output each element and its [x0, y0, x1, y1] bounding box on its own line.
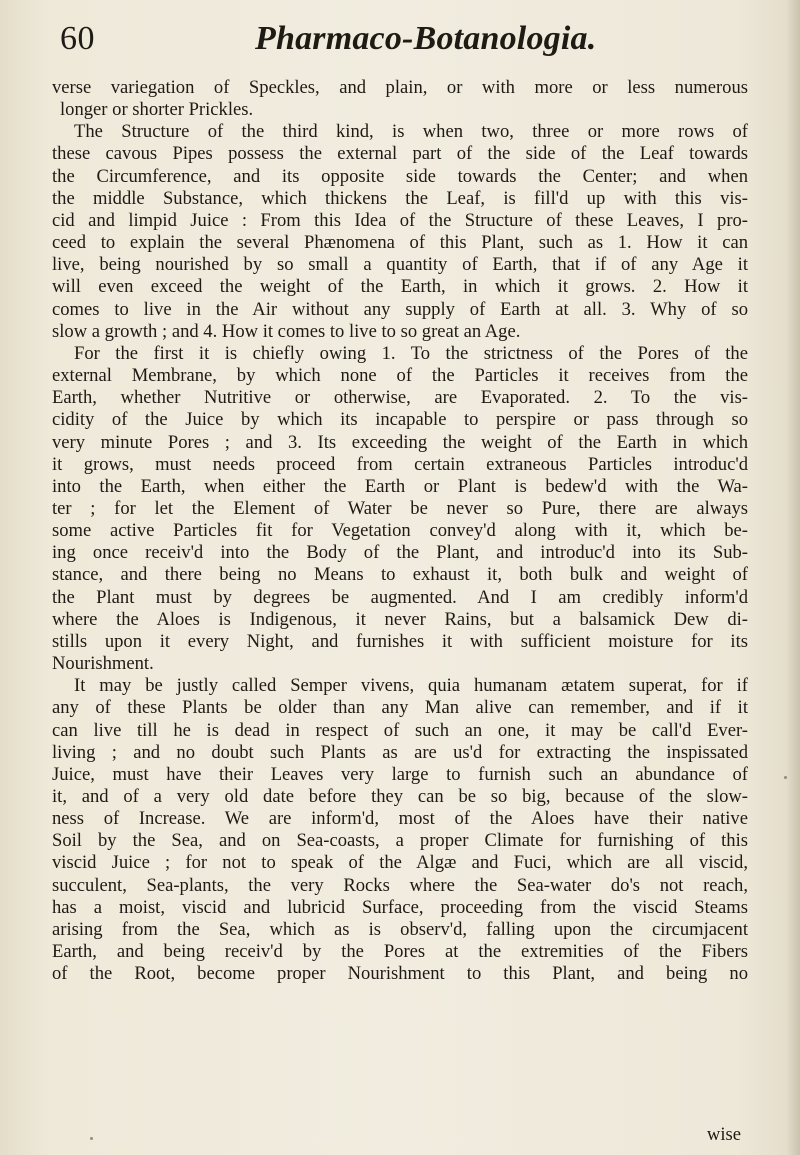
- text-line: very minute Pores ; and 3. Its exceeding the weight of the Earth in which: [52, 431, 748, 453]
- text-line: it, and of a very old date before they can be so big, because of the slow-: [52, 786, 748, 807]
- text-line: Soil by the Sea, and on Sea-coasts, a proper Climate for furnishing of this: [52, 830, 748, 852]
- text-line: slow a growth ; and 4. How it comes to live to so great an Age.: [52, 320, 521, 342]
- text-line: living ; and no doubt such Plants as are us'd for extracting the inspissated: [52, 741, 748, 763]
- text-line: longer or shorter Prickles.: [60, 99, 254, 121]
- text-line: Nourishment.: [52, 653, 154, 675]
- text-line: live, being nourished by so small a quantity of Earth, that if of any Age it: [52, 254, 748, 276]
- text-line: stance, and there being no Means to exhaust it, both bulk and weight of: [52, 564, 748, 586]
- text-line: where the Aloes is Indigenous, it never Rains, but a balsamick Dew di-: [52, 608, 748, 630]
- text-line: some active Particles fit for Vegetation convey'd along with it, which be-: [52, 520, 748, 542]
- text-line: it grows, must needs proceed from certain extraneous Particles introduc'd: [52, 453, 748, 475]
- text-line: viscid Juice ; for not to speak of the Algæ and Fuci, which are all viscid,: [52, 852, 748, 874]
- text-line: Earth, whether Nutritive or otherwise, are Evaporated. 2. To the vis-: [52, 387, 748, 409]
- text-line: comes to live in the Air without any supply of Earth at all. 3. Why of so: [52, 298, 748, 320]
- text-line: stills upon it every Night, and furnishes it with sufficient moisture for its: [52, 630, 748, 652]
- paper-speck: [784, 776, 787, 779]
- text-line: The Structure of the third kind, is when two, three or more rows of: [74, 121, 748, 143]
- text-line: the middle Substance, which thickens the Leaf, is fill'd up with this vis-: [52, 187, 748, 209]
- text-line: For the first it is chiefly owing 1. To the strictness of the Pores of the: [74, 342, 748, 364]
- page-number: 60: [60, 20, 95, 57]
- catchword: wise: [706, 1124, 741, 1145]
- text-line: cid and limpid Juice : From this Idea of the Structure of these Leaves, I pro-: [52, 209, 748, 231]
- text-line: any of these Plants be older than any Man alive can remember, and if it: [52, 697, 748, 719]
- text-line: the Plant must by degrees be augmented. And I am credibly inform'd: [52, 586, 748, 608]
- page-header: [60, 20, 740, 72]
- text-line: external Membrane, by which none of the Particles it receives from the: [52, 365, 748, 387]
- text-line: It may be justly called Semper vivens, quia humanam ætatem superat, for if: [74, 675, 748, 697]
- paper-speck: [90, 1137, 93, 1140]
- text-line: of the Root, become proper Nourishment to this Plant, and being no: [52, 963, 748, 985]
- text-line: Earth, and being receiv'd by the Pores at the extremities of the Fibers: [52, 941, 748, 963]
- text-line: ceed to explain the several Phænomena of this Plant, such as 1. How it can: [52, 232, 748, 254]
- text-line: verse variegation of Speckles, and plain, or with more or less numerous: [52, 77, 748, 98]
- text-line: can live till he is dead in respect of such an one, it may be call'd Ever-: [52, 719, 748, 741]
- text-line: Juice, must have their Leaves very large to furnish such an abundance of: [52, 763, 748, 785]
- text-line: arising from the Sea, which as is observ'd, falling upon the circumjacent: [52, 918, 748, 940]
- text-line: has a moist, viscid and lubricid Surface, proceeding from the viscid Steams: [52, 896, 748, 918]
- body-text: [52, 77, 748, 985]
- text-line: will even exceed the weight of the Earth, in which it grows. 2. How it: [52, 276, 748, 298]
- text-line: succulent, Sea-plants, the very Rocks where the Sea-water do's not reach,: [52, 874, 748, 896]
- running-title: Pharmaco-Botanologia.: [255, 20, 597, 57]
- text-line: ter ; for let the Element of Water be never so Pure, there are always: [52, 497, 748, 519]
- text-line: these cavous Pipes possess the external part of the side of the Leaf towards: [52, 143, 748, 165]
- page-edge-shadow: [786, 0, 800, 1155]
- text-line: ing once receiv'd into the Body of the Plant, and introduc'd into its Sub-: [52, 542, 748, 564]
- text-line: into the Earth, when either the Earth or Plant is bedew'd with the Wa-: [52, 475, 748, 497]
- text-line: the Circumference, and its opposite side towards the Center; and when: [52, 165, 748, 187]
- text-line: cidity of the Juice by which its incapable to perspire or pass through so: [52, 409, 748, 431]
- text-line: ness of Increase. We are inform'd, most of the Aloes have their native: [52, 808, 748, 830]
